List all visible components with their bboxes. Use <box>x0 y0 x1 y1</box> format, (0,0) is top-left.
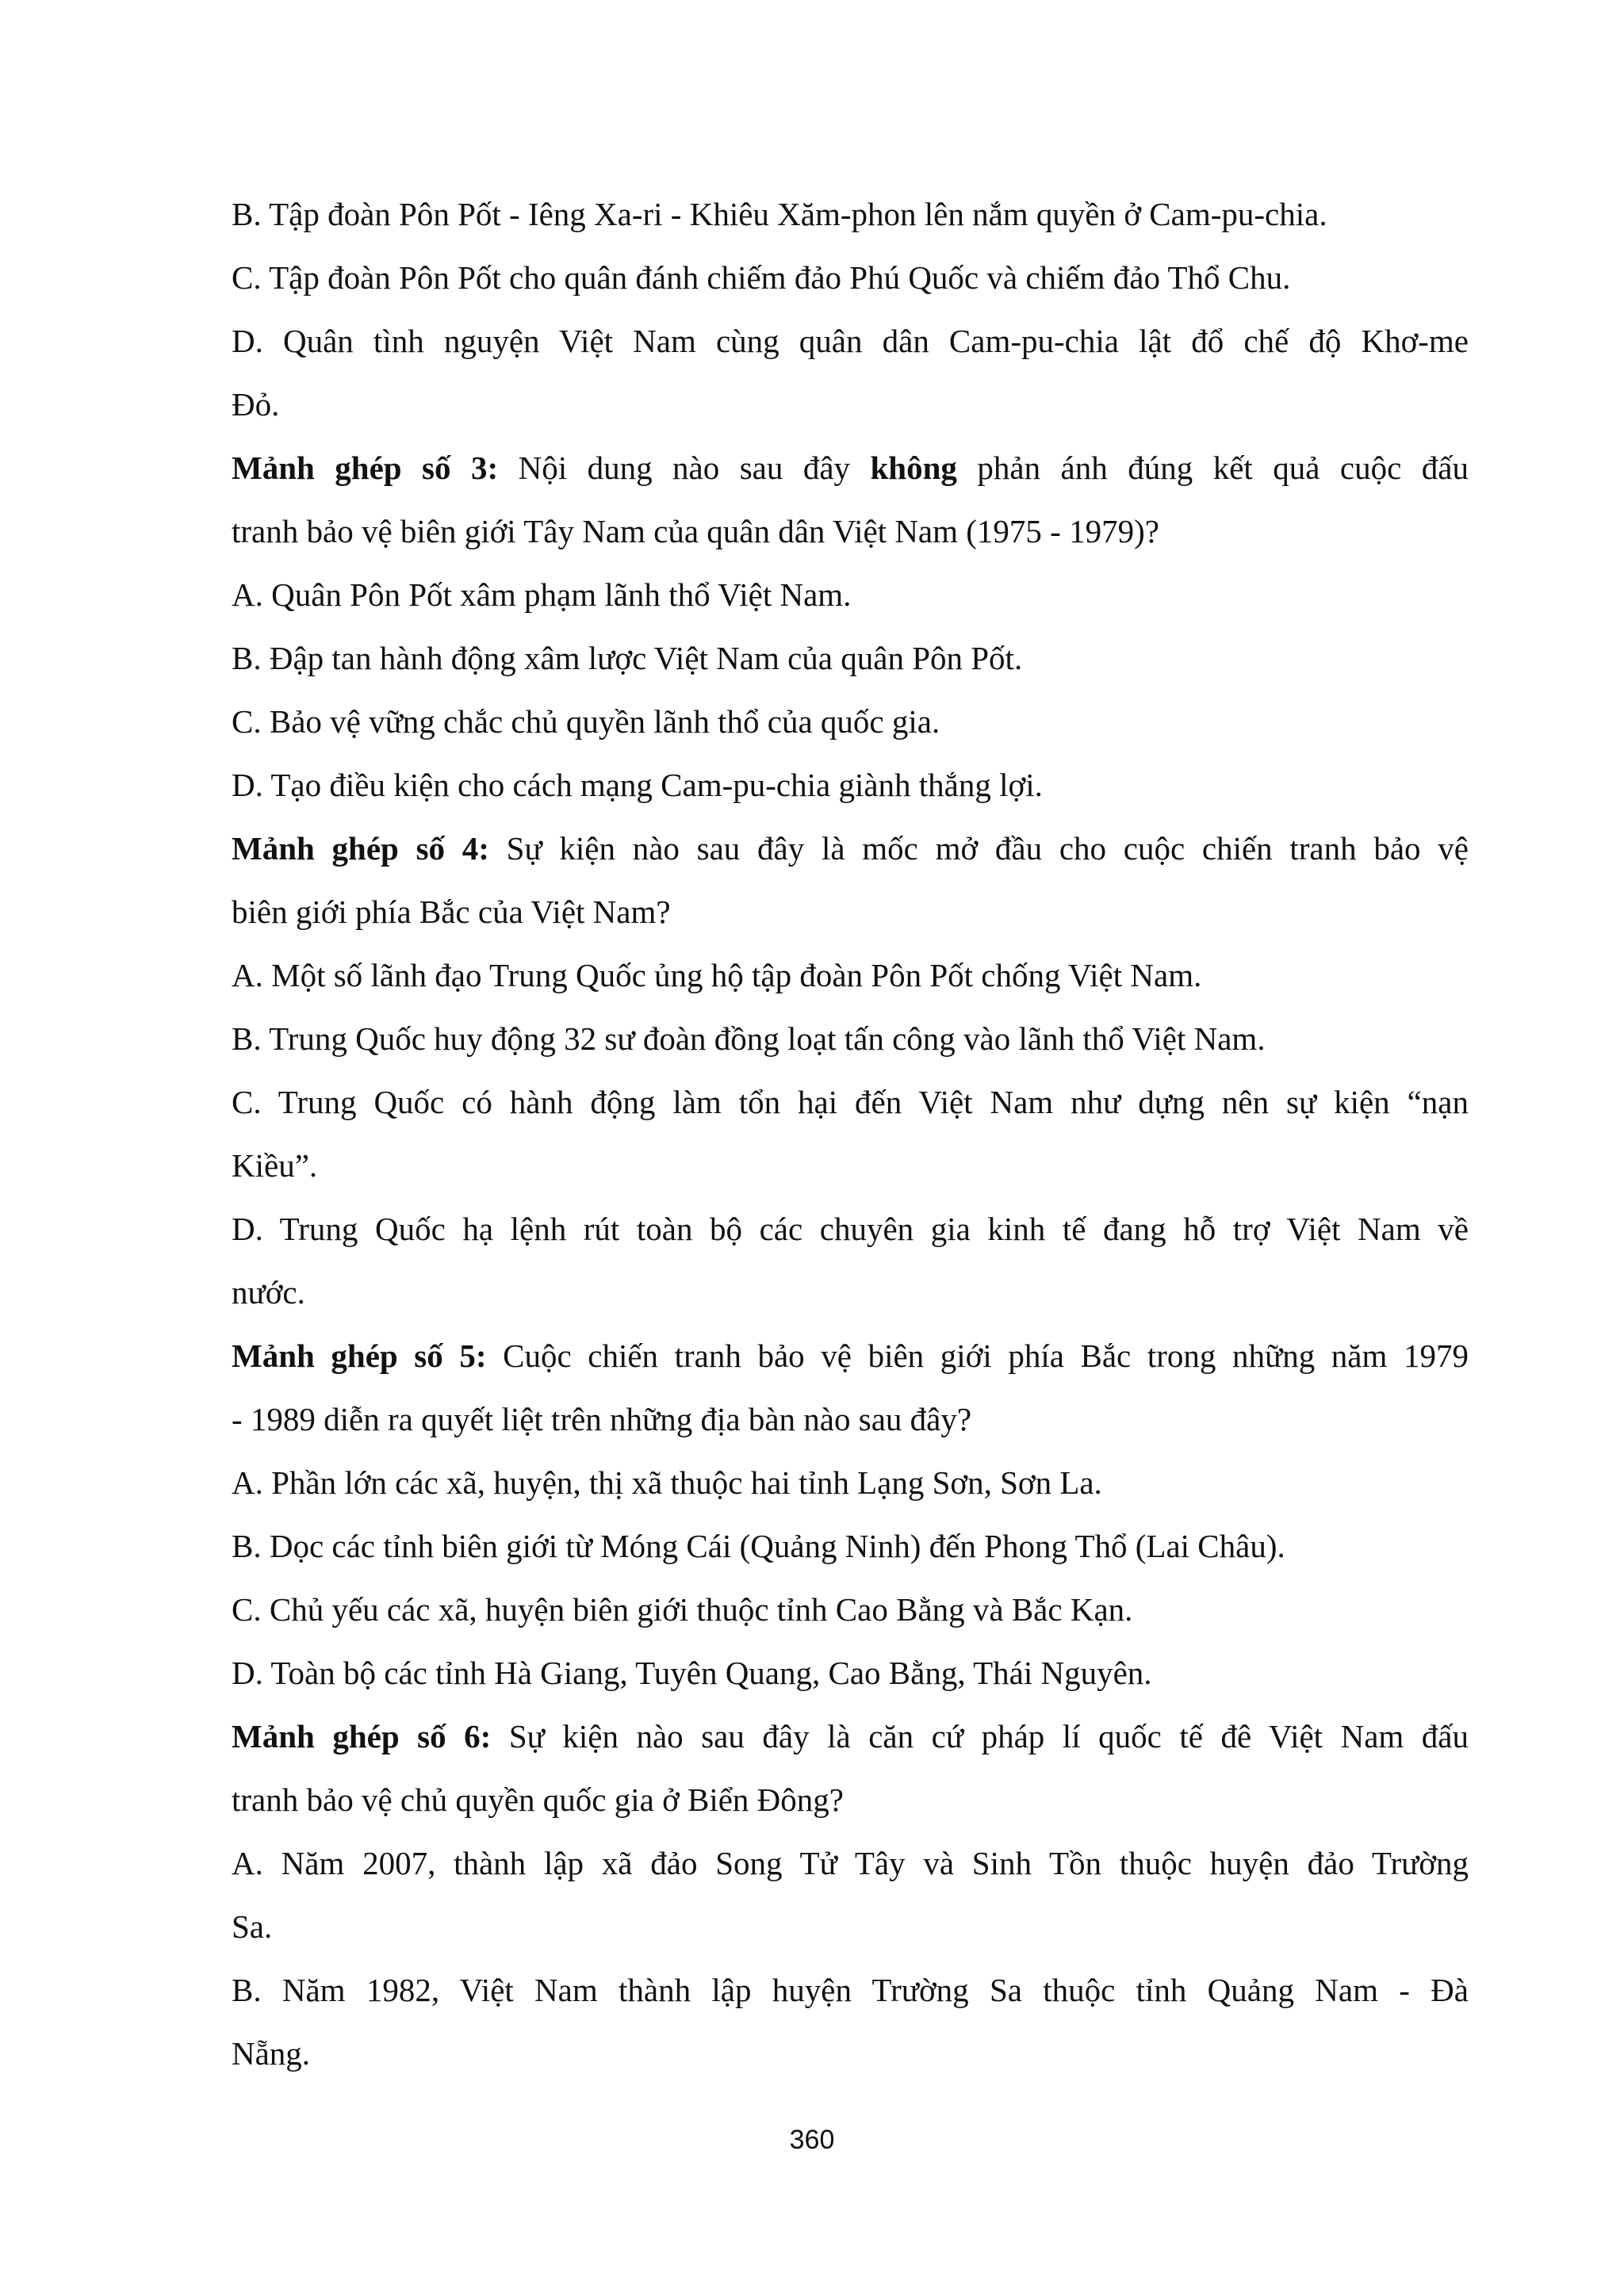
q6-stem-text: Sự kiện nào sau đây là căn cứ pháp lí quốc tế đê Việt Nam đấu <box>491 1718 1469 1755</box>
document-body <box>232 182 1469 2085</box>
q3-stem-part2: phản ánh đúng kết quả cuộc đấu <box>956 450 1469 486</box>
q4-option-c-line1: C. Trung Quốc có hành động làm tổn hại đến Việt Nam như dựng nên sự kiện “nạn <box>232 1084 1469 1120</box>
q3-option-a: A. Quân Pôn Pốt xâm phạm lãnh thổ Việt Nam. <box>232 576 852 613</box>
q5-option-a: A. Phần lớn các xã, huyện, thị xã thuộc hai tỉnh Lạng Sơn, Sơn La. <box>232 1464 1102 1501</box>
q3-option-d: D. Tạo điều kiện cho cách mạng Cam-pu-chia giành thắng lợi. <box>232 767 1043 803</box>
q6-label: Mảnh ghép số 6: <box>232 1718 492 1755</box>
q5-label: Mảnh ghép số 5: <box>232 1337 487 1374</box>
q6-option-b-line2: Nẵng. <box>232 2035 311 2072</box>
q4-stem-line1 <box>232 817 1469 880</box>
q6-option-a-line1: A. Năm 2007, thành lập xã đảo Song Tử Tây và Sinh Tồn thuộc huyện đảo Trường <box>232 1845 1469 1881</box>
q5-stem-line2: - 1989 diễn ra quyết liệt trên những địa bàn nào sau đây? <box>232 1401 972 1437</box>
q5-stem-line1 <box>232 1324 1469 1387</box>
q5-stem-text: Cuộc chiến tranh bảo vệ biên giới phía Bắc trong những năm 1979 <box>486 1337 1469 1374</box>
q2-option-d-line2: Đỏ. <box>232 386 280 423</box>
q4-label: Mảnh ghép số 4: <box>232 830 489 867</box>
q4-stem-text: Sự kiện nào sau đây là mốc mở đầu cho cuộc chiến tranh bảo vệ <box>488 830 1469 867</box>
q3-stem-part1: Nội dung nào sau đây <box>498 450 871 486</box>
q2-option-d-line1: D. Quân tình nguyện Việt Nam cùng quân dân Cam-pu-chia lật đổ chế độ Khơ-me <box>232 323 1469 359</box>
q3-label: Mảnh ghép số 3: <box>232 450 499 486</box>
q3-option-b: B. Đập tan hành động xâm lược Việt Nam của quân Pôn Pốt. <box>232 640 1023 676</box>
q6-stem-line1 <box>232 1705 1469 1768</box>
q5-option-c: C. Chủ yếu các xã, huyện biên giới thuộc tỉnh Cao Bằng và Bắc Kạn. <box>232 1591 1133 1628</box>
q4-option-b: B. Trung Quốc huy động 32 sư đoàn đồng loạt tấn công vào lãnh thổ Việt Nam. <box>232 1020 1266 1057</box>
q5-option-d: D. Toàn bộ các tỉnh Hà Giang, Tuyên Quang, Cao Bằng, Thái Nguyên. <box>232 1655 1152 1691</box>
q6-stem-line2: tranh bảo vệ chủ quyền quốc gia ở Biển Đông? <box>232 1781 844 1818</box>
q4-option-d-line1: D. Trung Quốc hạ lệnh rút toàn bộ các chuyên gia kinh tế đang hỗ trợ Việt Nam về <box>232 1211 1469 1247</box>
q3-stem-line2: tranh bảo vệ biên giới Tây Nam của quân dân Việt Nam (1975 - 1979)? <box>232 513 1159 549</box>
q4-option-c-line2: Kiều”. <box>232 1147 318 1184</box>
q4-stem-line2: biên giới phía Bắc của Việt Nam? <box>232 894 671 930</box>
q2-option-c: C. Tập đoàn Pôn Pốt cho quân đánh chiếm đảo Phú Quốc và chiếm đảo Thổ Chu. <box>232 259 1291 296</box>
q6-option-a-line2: Sa. <box>232 1908 273 1945</box>
q2-option-b: B. Tập đoàn Pôn Pốt - Iêng Xa-ri - Khiêu Xăm-phon lên nắm quyền ở Cam-pu-chia. <box>232 196 1327 232</box>
page-number: 360 <box>789 2125 835 2155</box>
q4-option-d-line2: nước. <box>232 1274 305 1311</box>
q3-stem-line1 <box>232 436 1469 499</box>
q5-option-b: B. Dọc các tỉnh biên giới từ Móng Cái (Quảng Ninh) đến Phong Thổ (Lai Châu). <box>232 1528 1285 1564</box>
q3-stem-emphasis: không <box>870 450 957 486</box>
q3-option-c: C. Bảo vệ vững chắc chủ quyền lãnh thổ của quốc gia. <box>232 703 940 740</box>
q6-option-b-line1: B. Năm 1982, Việt Nam thành lập huyện Trường Sa thuộc tỉnh Quảng Nam - Đà <box>232 1972 1469 2008</box>
q4-option-a: A. Một số lãnh đạo Trung Quốc ủng hộ tập đoàn Pôn Pốt chống Việt Nam. <box>232 957 1202 993</box>
